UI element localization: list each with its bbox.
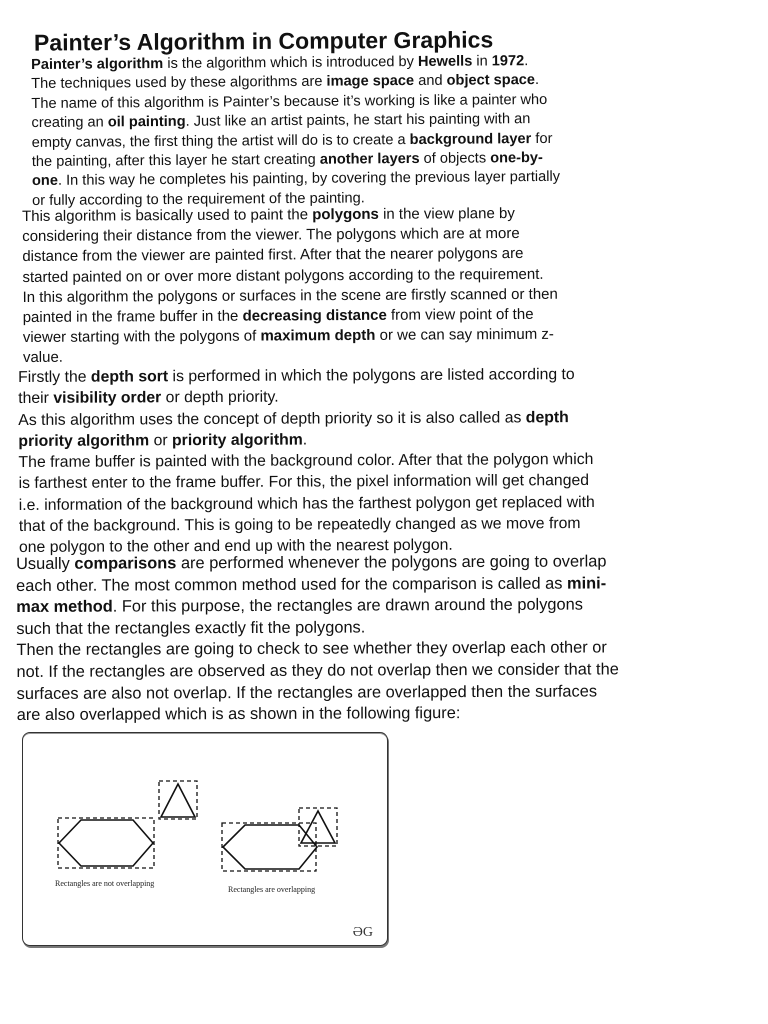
text-run: for bbox=[531, 130, 553, 147]
bold-term: another layers bbox=[319, 150, 420, 168]
bold-term: depth sort bbox=[90, 368, 169, 386]
text-line bbox=[19, 470, 595, 494]
text-run: As this algorithm uses the concept of depth priority so it is also called as bbox=[18, 408, 526, 429]
text-run: i.e. information of the background which has the farthest polygon get replaced with bbox=[18, 493, 595, 514]
caption-overlapping: Rectangles are overlapping bbox=[228, 885, 316, 894]
text-line bbox=[18, 449, 594, 473]
bold-term: priority algorithm bbox=[171, 431, 303, 450]
hexagon-shape bbox=[59, 820, 153, 866]
text-run: . bbox=[302, 431, 308, 449]
text-run: and bbox=[414, 73, 447, 90]
text-run: viewer starting with the polygons of bbox=[22, 327, 261, 347]
text-run: in the view plane by bbox=[378, 204, 515, 223]
text-run: The name of this algorithm is Painter’s because it’s working is like a painter who bbox=[31, 91, 548, 112]
text-run: is the algorithm which is introduced by bbox=[163, 53, 419, 72]
caption-not-overlapping: Rectangles are not overlapping bbox=[55, 879, 155, 888]
text-run: is performed in which the polygons are listed according to bbox=[168, 366, 575, 386]
text-run: Then the rectangles are going to check to see whether they overlap each other or bbox=[16, 638, 607, 660]
paragraph-polygons bbox=[22, 204, 558, 369]
text-line bbox=[16, 573, 618, 597]
text-run: painted in the frame buffer in the bbox=[22, 307, 243, 327]
text-run: surfaces are also not overlap. If the rectangles are overlapped then the surfaces bbox=[16, 682, 598, 703]
gg-logo: ƏG bbox=[352, 925, 373, 940]
paragraph-comparisons bbox=[16, 551, 619, 726]
text-line bbox=[19, 492, 595, 516]
text-line bbox=[16, 551, 618, 575]
text-run: or bbox=[149, 432, 173, 450]
text-run: . Just like an artist paints, he start his painting with an bbox=[185, 111, 531, 131]
text-run: considering their distance from the viewer. The polygons which are at more bbox=[22, 225, 520, 246]
text-run: The frame buffer is painted with the background color. After that the polygon which bbox=[18, 451, 594, 472]
paragraph-depth-sort bbox=[18, 364, 595, 559]
page-title: Painter’s Algorithm in Computer Graphics bbox=[33, 26, 494, 56]
text-line bbox=[23, 325, 558, 348]
text-run: empty canvas, the first thing the artist will do is to create a bbox=[31, 131, 410, 151]
bold-term: polygons bbox=[312, 205, 379, 224]
text-line bbox=[17, 681, 619, 705]
text-run: that of the background. This is going to be repeatedly changed as we move from bbox=[18, 515, 581, 536]
triangle-shape bbox=[301, 811, 335, 843]
text-run: distance from the viewer are painted first. After that the nearer polygons are bbox=[22, 245, 524, 266]
bold-term: priority algorithm bbox=[18, 432, 150, 450]
text-run: from view point of the bbox=[386, 305, 534, 324]
bold-term: image space bbox=[326, 73, 415, 91]
text-run: Usually bbox=[16, 554, 75, 573]
text-run: the painting, after this layer he start creating bbox=[31, 151, 320, 171]
bold-term: visibility order bbox=[53, 389, 162, 408]
text-run: not. If the rectangles are observed as they do not overlap then we consider that the bbox=[16, 660, 619, 681]
text-line bbox=[18, 428, 594, 452]
text-run: . bbox=[524, 53, 529, 70]
bold-term: mini- bbox=[566, 574, 607, 593]
text-run: in bbox=[472, 53, 492, 70]
text-line bbox=[16, 595, 618, 619]
text-line bbox=[16, 616, 618, 640]
text-run: This algorithm is basically used to paint the bbox=[22, 206, 313, 225]
bounding-rectangle bbox=[299, 808, 337, 846]
text-line bbox=[19, 513, 595, 537]
bold-term: background layer bbox=[409, 130, 532, 148]
text-run: of objects bbox=[419, 150, 491, 167]
text-line bbox=[32, 168, 560, 192]
text-run: Firstly the bbox=[18, 368, 91, 386]
text-run: In this algorithm the polygons or surfaces in the scene are firstly scanned or then bbox=[22, 285, 558, 306]
text-line bbox=[18, 364, 594, 388]
text-run: each other. The most common method used for the comparison is called as bbox=[16, 574, 568, 595]
text-run: . In this way he completes his painting, by covering the previous layer partially bbox=[57, 169, 561, 190]
bold-term: one bbox=[31, 173, 59, 190]
text-line bbox=[16, 659, 618, 683]
text-run: are performed whenever the polygons are going to overlap bbox=[176, 552, 607, 573]
bounding-rectangle bbox=[159, 781, 197, 819]
text-run: creating an bbox=[31, 114, 108, 132]
text-run: or depth priority. bbox=[161, 388, 279, 407]
bold-term: Painter’s algorithm bbox=[31, 55, 164, 73]
bounding-rectangle bbox=[58, 818, 154, 868]
text-run: such that the rectangles exactly fit the polygons. bbox=[16, 618, 366, 638]
text-line bbox=[22, 244, 557, 267]
overlap-figure bbox=[22, 732, 388, 946]
text-line bbox=[18, 385, 594, 409]
text-run: one polygon to the other and end up with the nearest polygon. bbox=[18, 537, 453, 557]
text-run: . bbox=[534, 72, 540, 89]
bold-term: comparisons bbox=[74, 554, 177, 573]
bold-term: decreasing distance bbox=[242, 306, 387, 325]
text-run: their bbox=[18, 390, 54, 408]
text-run: The techniques used by these algorithms are bbox=[31, 74, 327, 93]
text-run: value. bbox=[22, 349, 64, 367]
bold-term: object space bbox=[446, 72, 536, 90]
text-run: or fully according to the requirement of the painting. bbox=[32, 190, 365, 209]
text-run: are also overlapped which is as shown in the following figure: bbox=[16, 704, 461, 725]
bold-term: max method bbox=[16, 597, 113, 617]
text-line bbox=[17, 703, 619, 727]
text-line bbox=[18, 407, 594, 431]
bold-term: 1972 bbox=[491, 53, 525, 70]
text-run: or we can say minimum z- bbox=[375, 325, 554, 345]
bold-term: maximum depth bbox=[260, 327, 376, 345]
text-run: is farthest enter to the frame buffer. For this, the pixel information will get changed bbox=[18, 472, 590, 493]
hexagon-shape bbox=[223, 825, 317, 869]
bold-term: depth bbox=[525, 408, 569, 426]
triangle-shape bbox=[161, 784, 195, 817]
text-line bbox=[16, 638, 618, 662]
text-run: started painted on or over more distant polygons according to the requirement. bbox=[22, 265, 544, 286]
paragraph-intro bbox=[31, 52, 560, 211]
bold-term: one-by- bbox=[490, 150, 543, 167]
bold-term: Hewells bbox=[417, 53, 473, 70]
bounding-rectangle bbox=[222, 823, 316, 871]
overlap-diagram bbox=[23, 733, 387, 945]
bold-term: oil painting bbox=[107, 114, 186, 131]
text-run: . For this purpose, the rectangles are drawn around the polygons bbox=[112, 595, 583, 616]
